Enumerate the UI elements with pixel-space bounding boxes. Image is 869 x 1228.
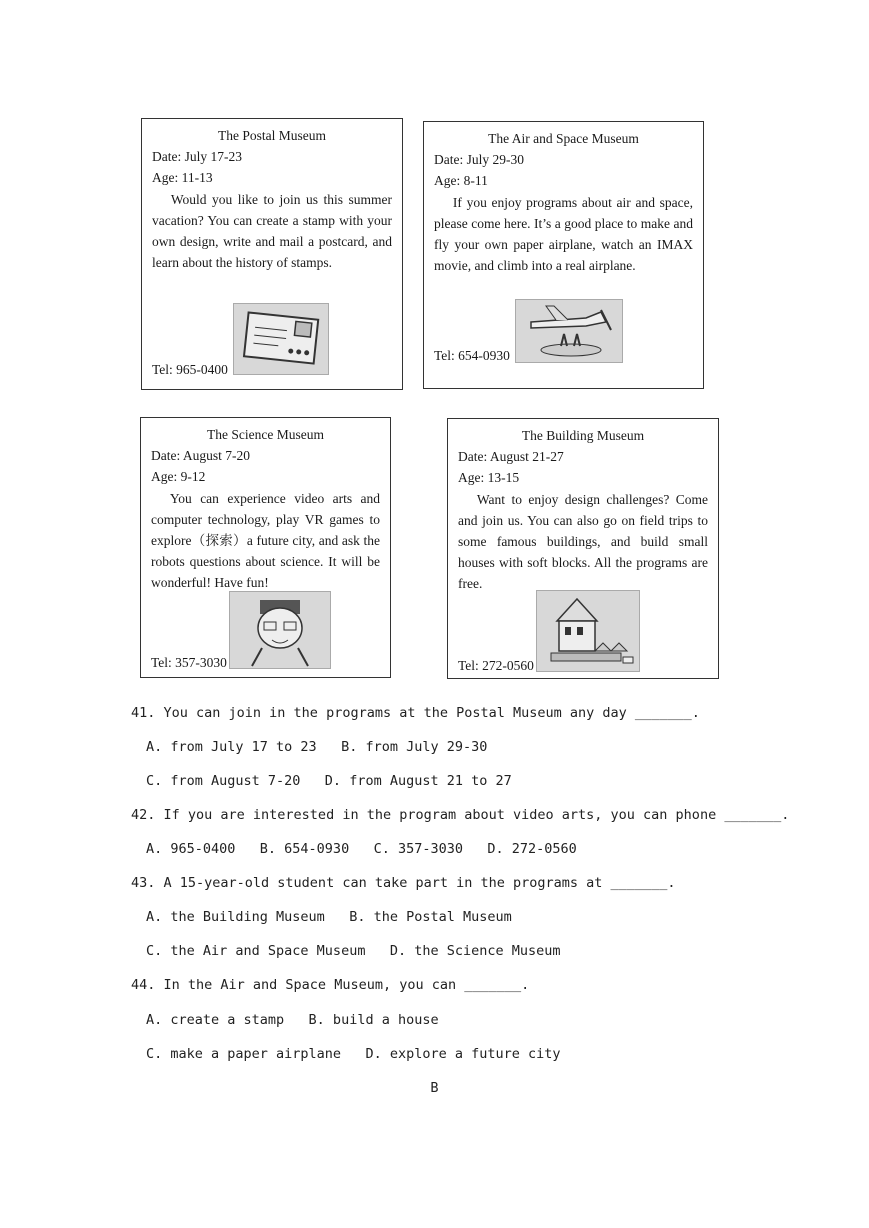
- card-body: You can experience video arts and computer technology, play VR games to explore（探索）a future city, and ask the robots questions about science. It will be wonderful! Have fun!: [151, 490, 380, 591]
- card-age: Age: 8-11: [434, 173, 488, 189]
- card-body: Would you like to join us this summer vacation? You can create a stamp with your own design, write and mail a postcard, and learn about the history of stamps.: [152, 191, 392, 271]
- card-tel: Tel: 654-0930: [434, 348, 510, 363]
- postcard-stamp-icon: [233, 303, 329, 375]
- card-date: Date: July 29-30: [434, 152, 524, 168]
- card-title: The Air and Space Museum: [488, 131, 639, 146]
- question-44: 44. In the Air and Space Museum, you can _______.: [131, 977, 530, 993]
- card-date: Date: August 7-20: [151, 448, 250, 464]
- card-date: Date: July 17-23: [152, 149, 242, 165]
- card-tel: Tel: 357-3030: [151, 655, 227, 670]
- question-43: 43. A 15-year-old student can take part in the programs at _______.: [131, 875, 676, 891]
- block-house-icon: [536, 590, 640, 672]
- question-41: 41. You can join in the programs at the Postal Museum any day _______.: [131, 705, 700, 721]
- card-tel: Tel: 965-0400: [152, 362, 228, 377]
- museum-card-air-space: [423, 121, 704, 389]
- card-body: If you enjoy programs about air and space, please come here. It’s a good place to make and fly your own paper airplane, watch an IMAX movie, and climb into a real airplane.: [434, 194, 693, 274]
- museum-card-building: [447, 418, 719, 679]
- card-date: Date: August 21-27: [458, 449, 564, 465]
- robot-boy-icon: [229, 591, 331, 669]
- question-44-options-a-b: A. create a stamp B. build a house: [146, 1012, 439, 1028]
- card-body: Want to enjoy design challenges? Come and join us. You can also go on field trips to some famous buildings, and build small houses with soft blocks. All the programs are free.: [458, 491, 708, 592]
- card-age: Age: 9-12: [151, 469, 206, 485]
- question-44-options-c-d: C. make a paper airplane D. explore a future city: [146, 1046, 561, 1062]
- card-title: The Postal Museum: [218, 128, 326, 143]
- question-41-options-c-d: C. from August 7-20 D. from August 21 to 27: [146, 773, 512, 789]
- museum-card-postal: [141, 118, 403, 390]
- card-tel: Tel: 272-0560: [458, 658, 534, 673]
- museum-card-science: [140, 417, 391, 678]
- section-label: B: [430, 1080, 439, 1096]
- card-title: The Science Museum: [207, 427, 324, 442]
- question-43-options-c-d: C. the Air and Space Museum D. the Science Museum: [146, 943, 561, 959]
- question-41-options-a-b: A. from July 17 to 23 B. from July 29-30: [146, 739, 488, 755]
- card-age: Age: 13-15: [458, 470, 520, 486]
- question-43-options-a-b: A. the Building Museum B. the Postal Museum: [146, 909, 512, 925]
- card-title: The Building Museum: [521, 428, 645, 443]
- airplane-icon: [515, 299, 623, 363]
- question-42-options: A. 965-0400 B. 654-0930 C. 357-3030 D. 272-0560: [146, 841, 577, 857]
- card-age: Age: 11-13: [152, 170, 213, 186]
- question-42: 42. If you are interested in the program about video arts, you can phone _______.: [131, 807, 790, 823]
